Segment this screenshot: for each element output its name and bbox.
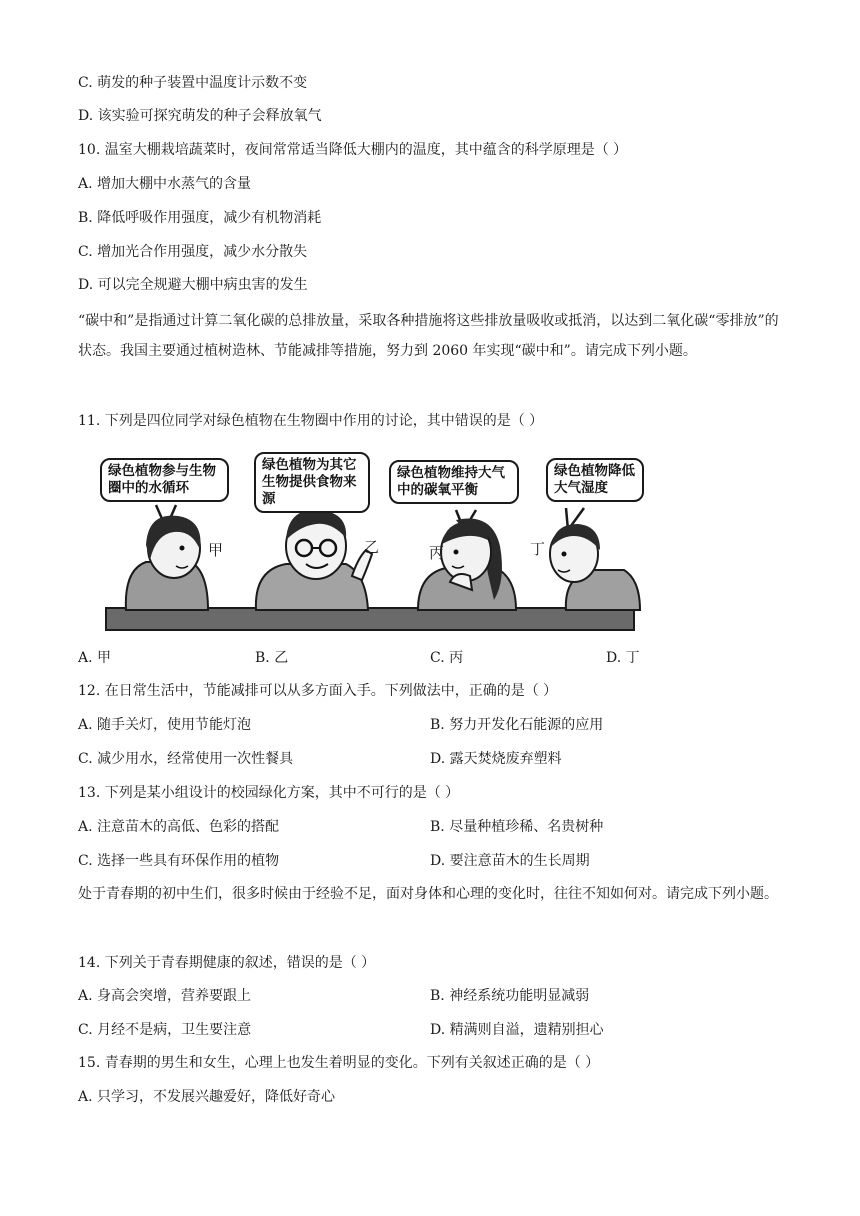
q14-option-a: A. 身高会突增，营养要跟上 [78,988,252,1004]
label-ding: 丁 [530,540,546,558]
label-bing: 丙 [429,544,445,562]
q10-stem: 10. 温室大棚栽培蔬菜时，夜间常常适当降低大棚内的温度，其中蕴含的科学原理是（ ） [78,142,628,158]
q14-option-c: C. 月经不是病，卫生要注意 [78,1022,252,1038]
q10-option-d: D. 可以完全规避大棚中病虫害的发生 [78,277,308,293]
student-jia-figure [126,516,208,610]
q12-stem: 12. 在日常生活中，节能减排可以从多方面入手。下列做法中，正确的是（ ） [78,683,558,699]
q11-cartoon-illustration [96,450,644,634]
q13-stem: 13. 下列是某小组设计的校园绿化方案，其中不可行的是（ ） [78,785,460,801]
q14-stem: 14. 下列关于青春期健康的叙述，错误的是（ ） [78,955,376,971]
q11-option-b: B. 乙 [255,650,289,666]
q12-option-d: D. 露天焚烧废弃塑料 [430,751,562,767]
q11-option-a: A. 甲 [78,650,112,666]
q12-option-a: A. 随手关灯，使用节能灯泡 [78,717,252,733]
q15-stem: 15. 青春期的男生和女生，心理上也发生着明显的变化。下列有关叙述正确的是（ ） [78,1055,600,1071]
q13-option-d: D. 要注意苗木的生长周期 [430,853,590,869]
speech-bubble-ding: 绿色植物降低大气湿度 [546,458,644,502]
q9-option-c: C. 萌发的种子装置中温度计示数不变 [78,75,308,91]
q11-option-d: D. 丁 [606,650,640,666]
q10-option-a: A. 增加大棚中水蒸气的含量 [78,176,252,192]
q10-option-c: C. 增加光合作用强度，减少水分散失 [78,244,308,260]
intro-youth: 处于青春期的初中生们，很多时候由于经验不足，面对身体和心理的变化时，往往不知如何对。请完成下列小题。 [78,886,778,902]
table-surface [106,608,634,630]
q13-option-c: C. 选择一些具有环保作用的植物 [78,853,280,869]
q9-option-d: D. 该实验可探究萌发的种子会释放氧气 [78,108,322,124]
speech-bubble-jia: 绿色植物参与生物圈中的水循环 [100,458,229,502]
label-yi: 乙 [364,538,380,556]
q14-option-d: D. 精满则自溢，遗精别担心 [430,1022,604,1038]
q11-stem: 11. 下列是四位同学对绿色植物在生物圈中作用的讨论，其中错误的是（ ） [78,413,544,429]
student-ding-figure [550,524,640,610]
q14-option-b: B. 神经系统功能明显减弱 [430,988,590,1004]
speech-bubble-bing: 绿色植物维持大气中的碳氧平衡 [389,460,519,504]
intro-carbon-neutral: “碳中和”是指通过计算二氧化碳的总排放量，采取各种措施将这些排放量吸收或抵消，以达到二氧化碳“零排放”的状态。我国主要通过植树造林、节能减排等措施，努力到 2060 年实现“碳中和”。请完成下列小题。 [78,313,779,359]
q10-option-b: B. 降低呼吸作用强度，减少有机物消耗 [78,210,322,226]
q12-option-b: B. 努力开发化石能源的应用 [430,717,604,733]
speech-bubble-yi: 绿色植物为其它生物提供食物来源 [254,452,370,513]
q12-option-c: C. 减少用水，经常使用一次性餐具 [78,751,294,767]
q13-option-b: B. 尽量种植珍稀、名贵树种 [430,819,604,835]
q13-option-a: A. 注意苗木的高低、色彩的搭配 [78,819,280,835]
q15-option-a: A. 只学习，不发展兴趣爱好，降低好奇心 [78,1089,336,1105]
student-bing-figure [418,518,516,610]
q11-option-c: C. 丙 [430,650,464,666]
label-jia: 甲 [208,541,224,559]
student-yi-figure [256,510,372,610]
